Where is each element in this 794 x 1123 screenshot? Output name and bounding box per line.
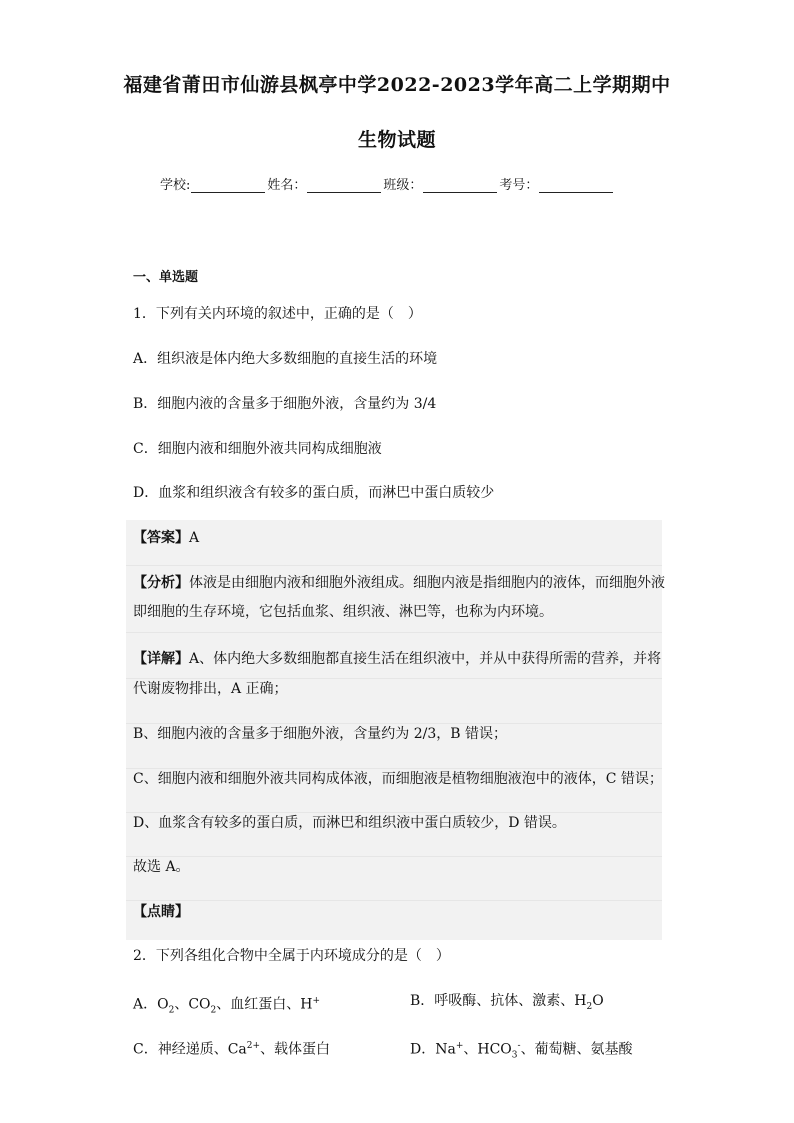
exam-number-label: 考号： xyxy=(499,178,539,193)
comment-tag: 【点睛】 xyxy=(133,904,189,920)
box-divider xyxy=(126,900,662,901)
option-a-text: 、血红蛋白、H xyxy=(216,996,313,1013)
option-c-text: C．神经递质、Ca xyxy=(133,1041,247,1058)
question-1-option-a: A．组织液是体内绝大多数细胞的直接生活的环境 xyxy=(133,351,438,367)
answer-tag: 【答案】 xyxy=(133,530,189,546)
question-2-option-c xyxy=(133,1036,330,1060)
question-1-option-b: B．细胞内液的含量多于细胞外液，含量约为 3/4 xyxy=(133,396,437,412)
question-2-option-b xyxy=(410,991,604,1017)
question-2-stem: 2．下列各组化合物中全属于内环境成分的是（ ） xyxy=(133,948,450,964)
option-d-text: D．Na xyxy=(410,1041,456,1058)
conclusion: 故选 A。 xyxy=(133,859,190,875)
detail-text-1: A、体内绝大多数细胞都直接生活在组织液中，并从中获得所需的营养，并将 xyxy=(189,651,662,667)
analysis-tag: 【分析】 xyxy=(133,575,189,591)
question-1-option-d: D．血浆和组织液含有较多的蛋白质，而淋巴中蛋白质较少 xyxy=(133,485,495,501)
superscript: 2+ xyxy=(246,1041,261,1051)
school-blank xyxy=(191,178,265,193)
question-1-stem: 1．下列有关内环境的叙述中，正确的是（ ） xyxy=(133,306,422,322)
section-heading: 一、单选题 xyxy=(133,270,199,285)
superscript: + xyxy=(312,996,321,1006)
name-label: 姓名： xyxy=(267,178,307,193)
analysis-text-1: 体液是由细胞内液和细胞外液组成。细胞内液是指细胞内的液体，而细胞外液 xyxy=(189,575,665,591)
superscript: + xyxy=(455,1041,464,1051)
class-blank xyxy=(423,178,497,193)
option-c-text: 、载体蛋白 xyxy=(260,1041,331,1058)
subscript: 2 xyxy=(586,1001,593,1012)
option-b-text: O xyxy=(592,993,604,1009)
student-info-row xyxy=(160,174,615,193)
option-a-text: 、CO xyxy=(174,996,211,1013)
exam-title-line2: 生物试题 xyxy=(357,129,436,151)
detail-d: D、血浆含有较多的蛋白质，而淋巴和组织液中蛋白质较少，D 错误。 xyxy=(133,815,566,831)
school-label: 学校: xyxy=(160,178,191,193)
subscript: 2 xyxy=(168,1005,175,1016)
answer-line xyxy=(133,528,199,548)
question-1-option-c: C．细胞内液和细胞外液共同构成细胞液 xyxy=(133,441,382,457)
exam-number-blank xyxy=(539,178,613,193)
detail-line-2: 代谢废物排出，A 正确； xyxy=(133,681,288,697)
box-divider xyxy=(126,565,662,566)
detail-line-1 xyxy=(133,649,661,669)
option-d-text: 、葡萄糖、氨基酸 xyxy=(520,1041,633,1058)
detail-b: B、细胞内液的含量多于细胞外液，含量约为 2/3，B 错误； xyxy=(133,726,508,742)
detail-tag: 【详解】 xyxy=(133,651,189,667)
analysis-line-1 xyxy=(133,573,665,593)
answer-value: A xyxy=(189,530,200,546)
option-d-text: 、HCO xyxy=(463,1041,512,1058)
question-2-option-d xyxy=(410,1036,633,1065)
superscript: - xyxy=(517,1041,521,1051)
box-divider xyxy=(126,632,662,633)
option-a-text: A．O xyxy=(133,996,169,1013)
option-b-text: B．呼吸酶、抗体、激素、H xyxy=(410,993,587,1009)
analysis-line-2: 即细胞的生存环境，它包括血浆、组织液、淋巴等，也称为内环境。 xyxy=(133,604,553,620)
subscript: 2 xyxy=(210,1005,217,1016)
box-divider xyxy=(126,856,662,857)
name-blank xyxy=(307,178,381,193)
detail-c: C、细胞内液和细胞外液共同构成体液，而细胞液是植物细胞液泡中的液体，C 错误； xyxy=(133,771,663,787)
subscript: 3 xyxy=(511,1050,518,1061)
exam-title-line1: 福建省莆田市仙游县枫亭中学2022-2023学年高二上学期期中 xyxy=(123,74,671,96)
class-label: 班级： xyxy=(383,178,423,193)
question-2-option-a xyxy=(133,991,320,1020)
